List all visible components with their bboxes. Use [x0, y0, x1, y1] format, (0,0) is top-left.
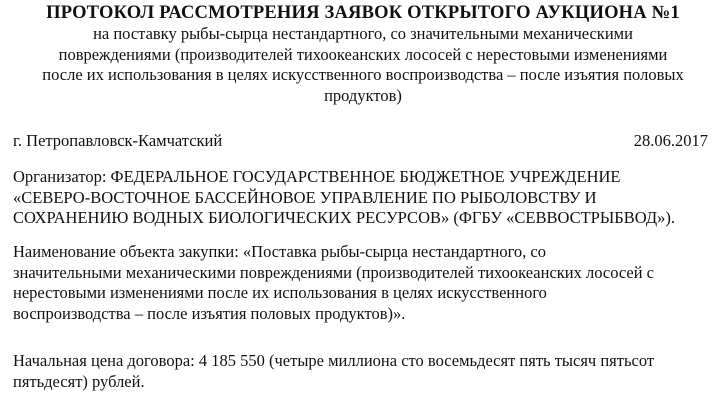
price-line: Начальная цена договора: 4 185 550 (четыре миллиона сто восемьдесят пять тысяч пятьсот	[13, 351, 655, 370]
procurement-object-paragraph	[13, 242, 719, 324]
subtitle-line: продуктов)	[324, 85, 402, 105]
document-title: ПРОТОКОЛ РАССМОТРЕНИЯ ЗАЯВОК ОТКРЫТОГО АУКЦИОНА №1	[46, 3, 680, 23]
organizer-paragraph	[13, 167, 719, 229]
object-line: нерестовыми изменениями после их использования в целях искусственного	[13, 283, 547, 302]
object-line: значительными механическими повреждениями (производителей тихоокеанских лососей с	[13, 262, 655, 282]
subtitle-line: после их использования в целях искусственного воспроизводства – после изъятия половых	[42, 65, 684, 84]
price-line: пятьдесят) рублей.	[13, 371, 145, 391]
place-date-row	[13, 131, 708, 151]
organizer-line: «СЕВЕРО-ВОСТОЧНОЕ БАССЕЙНОВОЕ УПРАВЛЕНИЕ ПО РЫБОЛОВСТВУ И	[13, 187, 597, 207]
object-line: Наименование объекта закупки: «Поставка рыбы-сырца нестандартного, со	[13, 242, 546, 261]
city-text: г. Петропавловск-Камчатский	[13, 131, 223, 150]
date-text: 28.06.2017	[633, 131, 708, 150]
document-subtitle	[0, 24, 726, 106]
subtitle-line: на поставку рыбы-сырца нестандартного, со значительными механическими	[93, 24, 633, 43]
organizer-line: Организатор: ФЕДЕРАЛЬНОЕ ГОСУДАРСТВЕННОЕ БЮДЖЕТНОЕ УЧРЕЖДЕНИЕ	[13, 167, 621, 186]
initial-price-paragraph	[13, 351, 719, 392]
organizer-line: СОХРАНЕНИЮ ВОДНЫХ БИОЛОГИЧЕСКИХ РЕСУРСОВ» (ФГБУ «СЕВВОСТРЫБВОД»).	[13, 208, 675, 227]
object-line: воспроизводства – после изъятия половых продуктов)».	[13, 303, 406, 323]
subtitle-line: повреждениями (производителей тихоокеанских лососей с нерестовыми изменениями	[58, 44, 668, 64]
